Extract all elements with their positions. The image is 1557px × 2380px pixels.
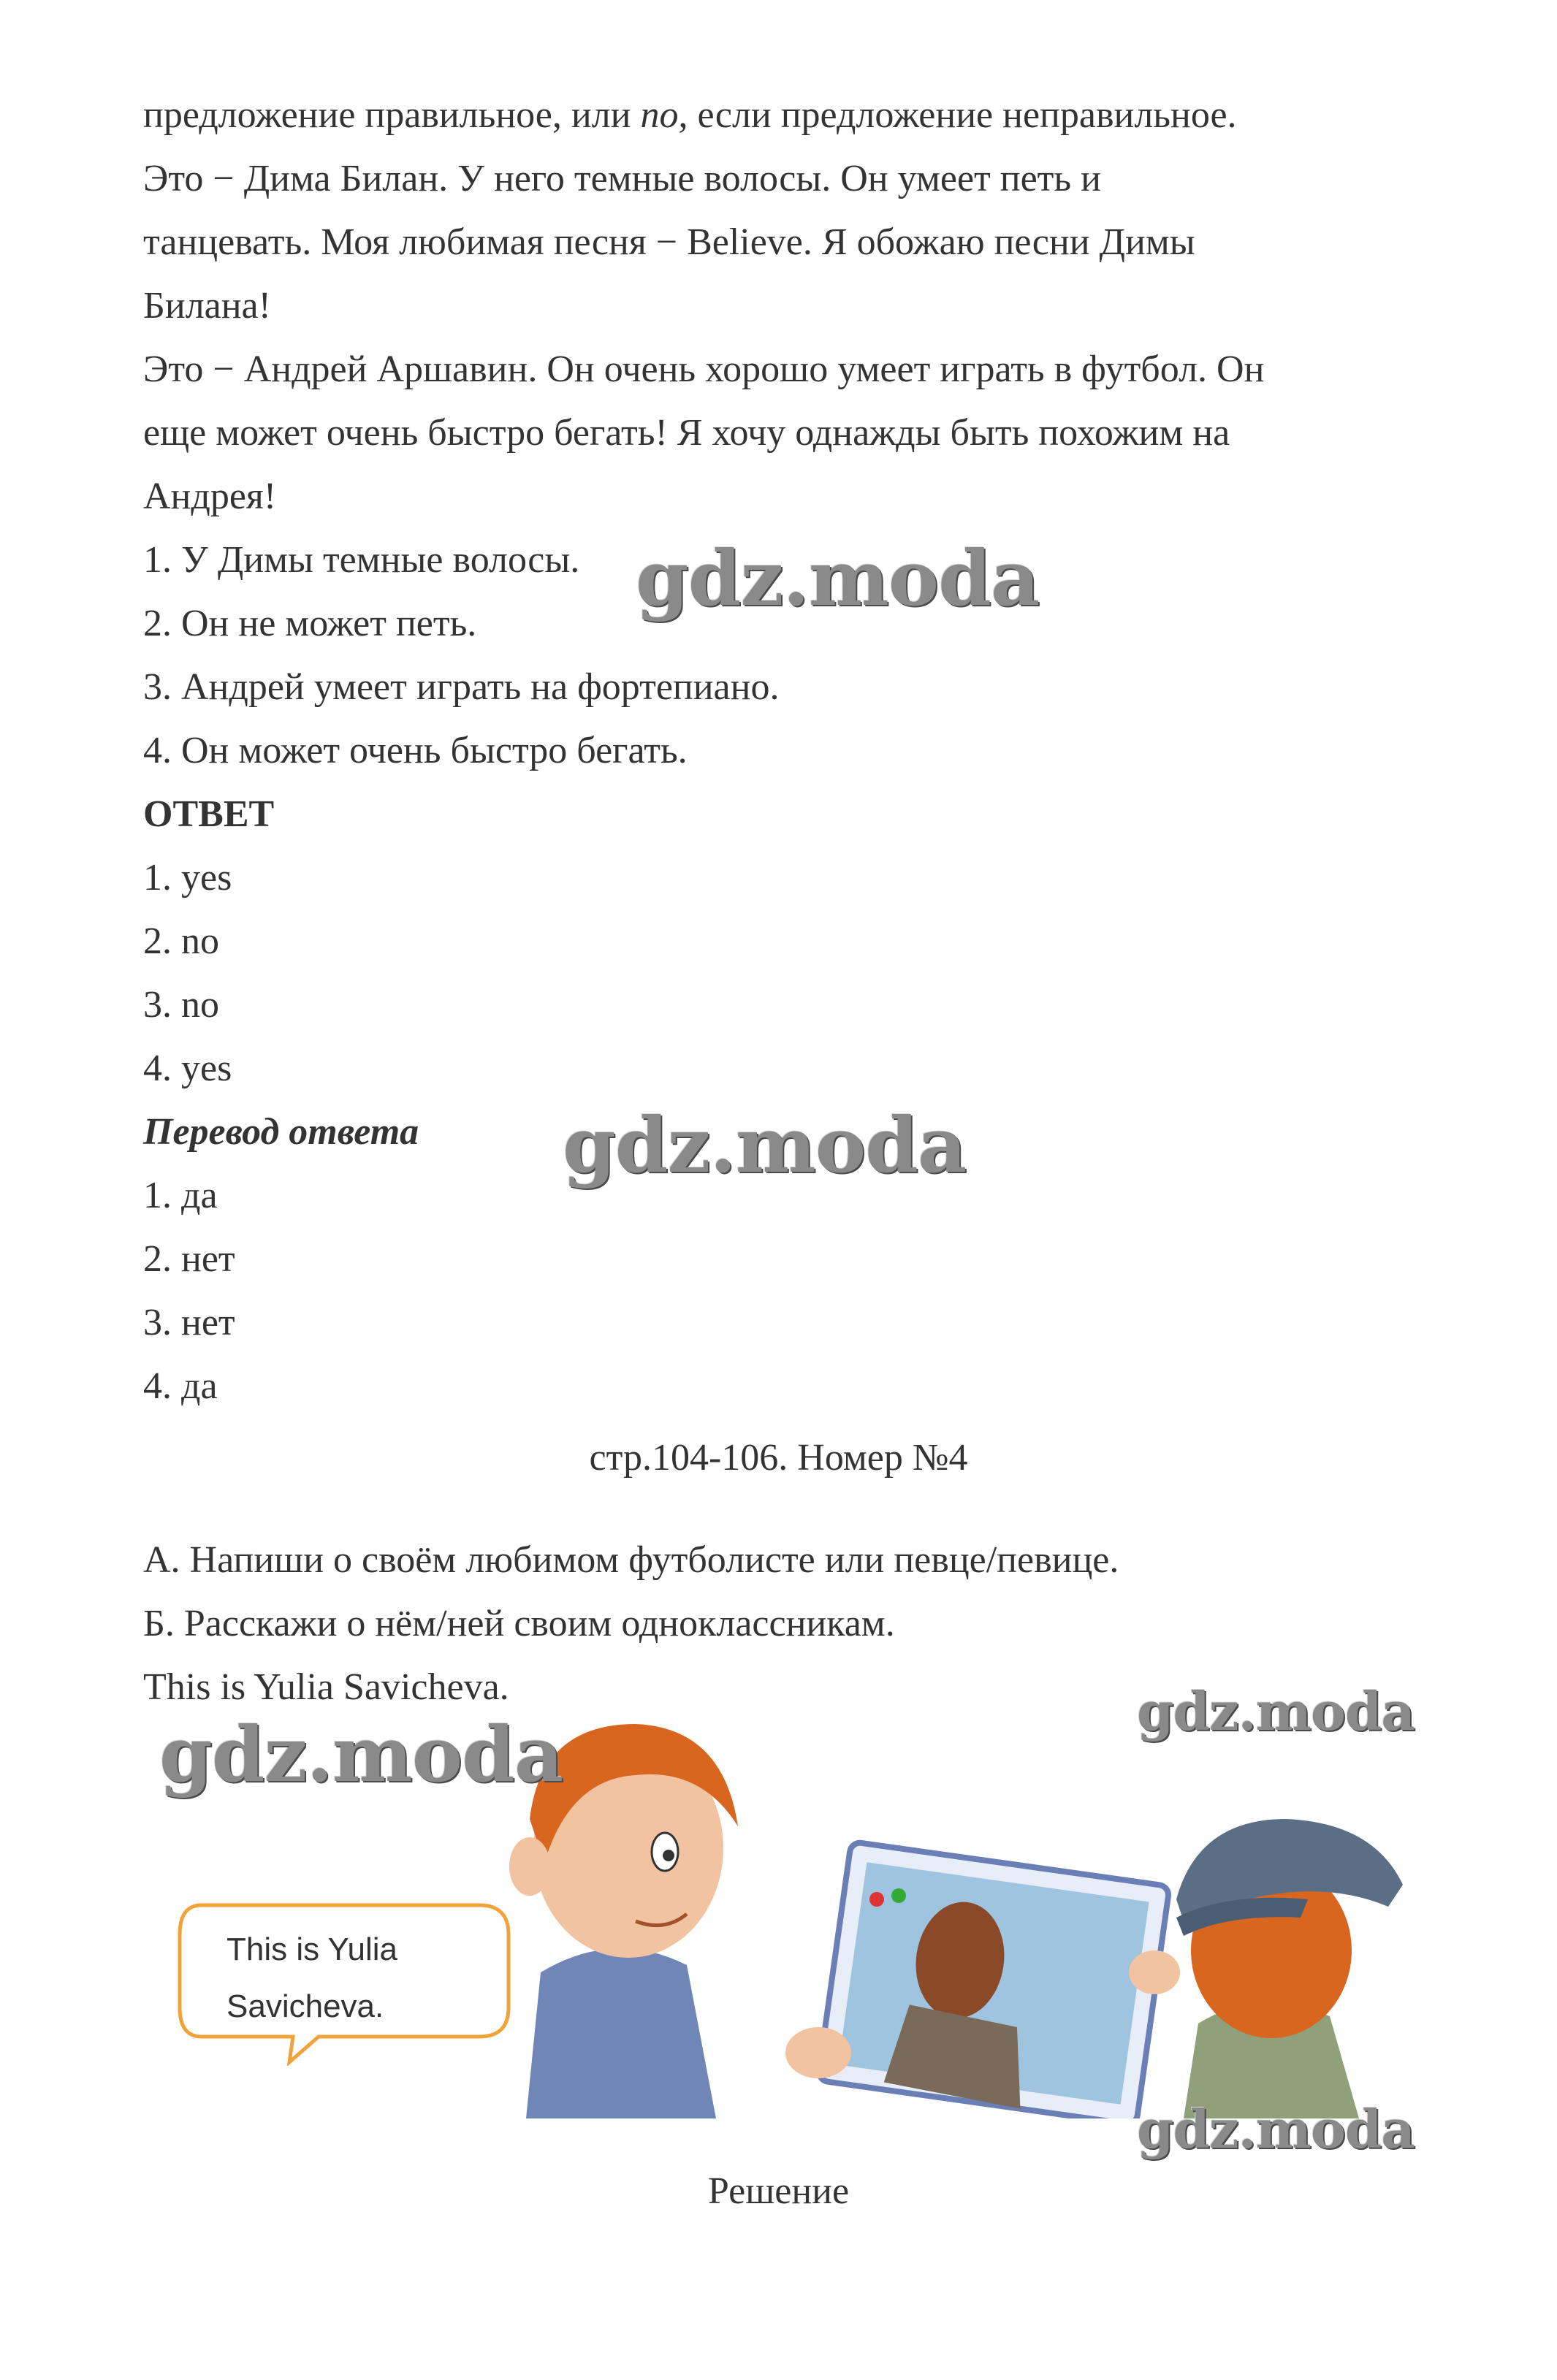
translation-1: 1. да (143, 1175, 218, 1216)
text-line: Билана! (143, 285, 271, 327)
example-sentence: This is Yulia Savicheva. (143, 1666, 509, 1708)
question-3: 3. Андрей умеет играть на фортепиано. (143, 666, 780, 708)
answer-4: 4. yes (143, 1048, 232, 1089)
translation-3: 3. нет (143, 1302, 235, 1343)
text-line (143, 94, 1237, 137)
question-4: 4. Он может очень быстро бегать. (143, 730, 688, 771)
text-line: танцевать. Моя любимая песня − Believe. Я обожаю песни Димы (143, 221, 1195, 263)
task-a: А. Напиши о своём любимом футболисте или певце/певице. (143, 1539, 1119, 1581)
held-photo (818, 1842, 1170, 2118)
text-line: еще может очень быстро бегать! Я хочу однажды быть похожим на (143, 412, 1230, 454)
watermark: gdz.moda (1137, 1680, 1415, 1742)
text-fragment: предложение правильное, или (143, 94, 641, 136)
task-header: стр.104-106. Номер №4 (589, 1437, 968, 1479)
task-b: Б. Расскажи о нём/ней своим одноклассникам. (143, 1603, 895, 1644)
text-fragment-italic: no (640, 94, 679, 136)
watermark: gdz.moda (563, 1100, 967, 1190)
watermark: gdz.moda (636, 533, 1040, 623)
answer-heading: ОТВЕТ (143, 793, 275, 835)
boy-right-figure (1176, 1819, 1403, 2118)
answer-2: 2. no (143, 920, 219, 962)
watermark: gdz.moda (1137, 2098, 1415, 2160)
text-line: Андрея! (143, 476, 277, 517)
solution-caption: Решение (707, 2170, 850, 2212)
question-1: 1. У Димы темные волосы. (143, 539, 580, 581)
watermark: gdz.moda (159, 1709, 563, 1799)
answer-1: 1. yes (143, 857, 232, 899)
text-line: Это − Андрей Аршавин. Он очень хорошо умеет играть в футбол. Он (143, 348, 1265, 390)
speech-bubble-text (226, 1921, 397, 2035)
answer-3: 3. no (143, 984, 219, 1026)
text-fragment: , если предложение неправильное. (678, 94, 1237, 136)
text-line: Это − Дима Билан. У него темные волосы. Он умеет петь и (143, 158, 1101, 199)
translation-heading: Перевод ответа (143, 1111, 419, 1153)
translation-4: 4. да (143, 1365, 218, 1407)
bubble-line: This is Yulia (226, 1931, 397, 1967)
bubble-line: Savicheva. (226, 1988, 384, 2024)
question-2: 2. Он не может петь. (143, 603, 477, 644)
translation-2: 2. нет (143, 1238, 235, 1280)
